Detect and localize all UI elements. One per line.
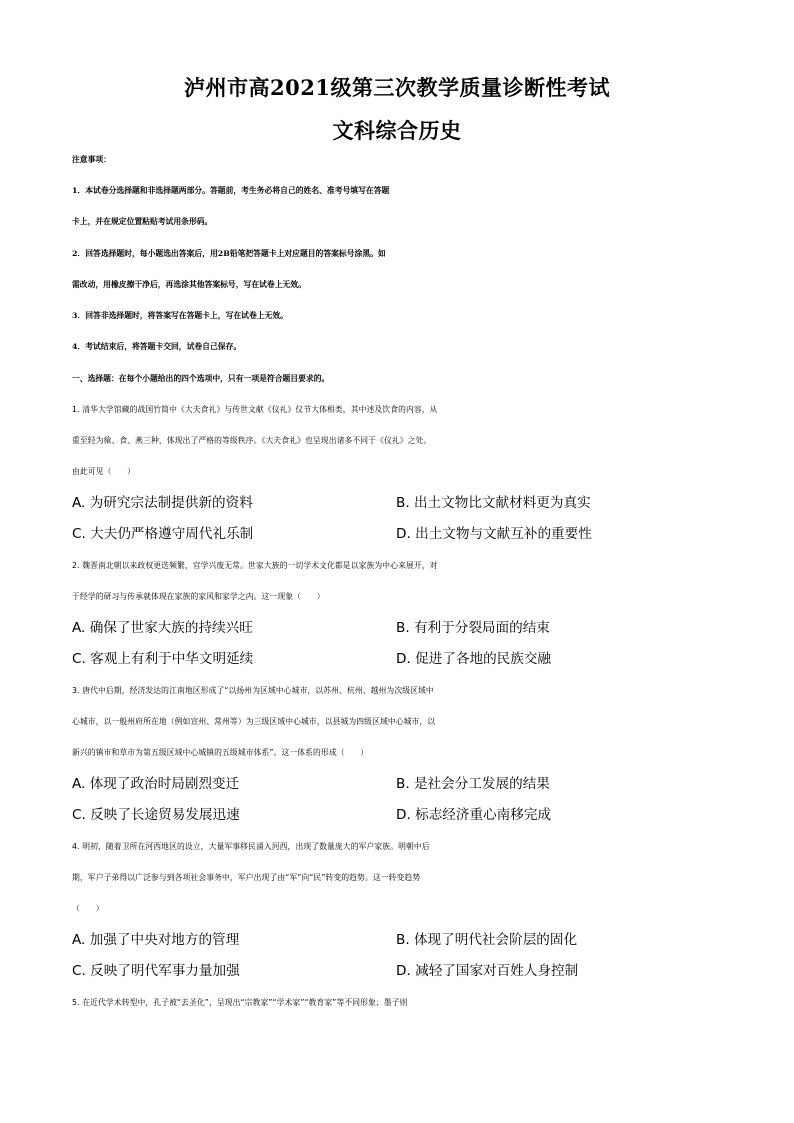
question-3-line-1: 3. 唐代中后期，经济发达的江南地区形成了“以扬州为区域中心城市，以苏州、杭州、越州为次级区域中 — [72, 686, 434, 695]
exam-title: 泸州市高2021级第三次教学质量诊断性考试 — [184, 75, 610, 100]
question-3-option-c: C. 反映了长途贸易发展迅速 — [72, 807, 240, 823]
question-3-line-3: 新兴的镇市和草市为第五级区域中心城镇的五级城市体系”。这一体系的形成（ ） — [72, 748, 369, 757]
exam-subtitle: 文科综合历史 — [332, 118, 462, 143]
question-4-option-b: B. 体现了明代社会阶层的固化 — [396, 932, 578, 948]
question-1-option-c: C. 大夫仍严格遵守周代礼乐制 — [72, 526, 254, 542]
question-1-line-1: 1. 清华大学馆藏的战国竹简中《大夫食礼》与传世文献《仪礼》仪节大体相类，其中述及饮食的内容，从 — [72, 405, 438, 414]
question-2-line-2: 于经学的研习与传承就体现在家族的家风和家学之内。这一现象（ ） — [72, 592, 325, 601]
question-3-option-d: D. 标志经济重心南移完成 — [396, 807, 552, 823]
question-4-option-d: D. 减轻了国家对百姓人身控制 — [396, 963, 579, 979]
notice-item-3: 3．回答非选择题时，将答案写在答题卡上，写在试卷上无效。 — [72, 311, 288, 320]
notice-heading: 注意事项： — [72, 155, 111, 164]
question-3-line-2: 心城市，以一般州府所在地（例如宣州、常州等）为三级区域中心城市，以县城为四级区域中心城市，以 — [72, 717, 436, 726]
question-1-option-b: B. 出土文物比文献材料更为真实 — [396, 495, 591, 511]
question-1-line-2: 重至轻为飨、食、燕三种，体现出了严格的等级秩序。《大夫食礼》也呈现出诸多不同于《仪礼》之处。 — [72, 436, 432, 445]
question-2-option-a: A. 确保了世家大族的持续兴旺 — [72, 620, 253, 636]
notice-item-2-line-2: 需改动，用橡皮擦干净后，再选涂其他答案标号，写在试卷上无效。 — [72, 280, 306, 289]
section-heading: 一、选择题：在每个小题给出的四个选项中，只有一项是符合题目要求的。 — [72, 374, 330, 383]
question-1-option-a: A. 为研究宗法制提供新的资料 — [72, 495, 253, 511]
question-1-option-d: D. 出土文物与文献互补的重要性 — [396, 526, 592, 542]
question-3-option-b: B. 是社会分工发展的结果 — [396, 776, 550, 792]
question-4-line-1: 4. 明初，随着卫所在河西地区的设立，大量军事移民涌入河西，出现了数量庞大的军户家族。明朝中后 — [72, 842, 430, 851]
question-2-option-c: C. 客观上有利于中华文明延续 — [72, 651, 254, 667]
question-2-option-b: B. 有利于分裂局面的结束 — [396, 620, 550, 636]
question-4-option-a: A. 加强了中央对地方的管理 — [72, 932, 240, 948]
question-1-line-3: 由此可见（ ） — [72, 467, 136, 476]
question-4-option-c: C. 反映了明代军事力量加强 — [72, 963, 240, 979]
question-2-line-1: 2. 魏晋南北朝以来政权更迭频繁，官学兴废无常。世家大族的一切学术文化都是以家族为中心来展开，对 — [72, 561, 438, 570]
question-3-option-a: A. 体现了政治时局剧烈变迁 — [72, 776, 240, 792]
question-2-option-d: D. 促进了各地的民族交融 — [396, 651, 552, 667]
notice-item-1-line-1: 1．本试卷分选择题和非选择题两部分。答题前，考生务必将自己的姓名、准考号填写在答题 — [72, 186, 390, 195]
question-4-line-2: 期，军户子弟得以广泛参与到各项社会事务中，军户出现了由“军”向“民”转变的趋势。这一转变趋势 — [72, 873, 421, 882]
question-5-line-1: 5. 在近代学术转型中，孔子被“去圣化”，呈现出“宗教家”“学术家”“教育家”等不同形象；墨子则 — [72, 998, 408, 1007]
notice-item-1-line-2: 卡上，并在规定位置粘贴考试用条形码。 — [72, 217, 213, 226]
notice-item-2-line-1: 2．回答选择题时，每小题选出答案后，用2B铅笔把答题卡上对应题目的答案标号涂黑。如 — [72, 249, 386, 258]
notice-item-4: 4．考试结束后，将答题卡交回，试卷自己保存。 — [72, 342, 242, 351]
question-4-line-3: （ ） — [72, 904, 104, 913]
